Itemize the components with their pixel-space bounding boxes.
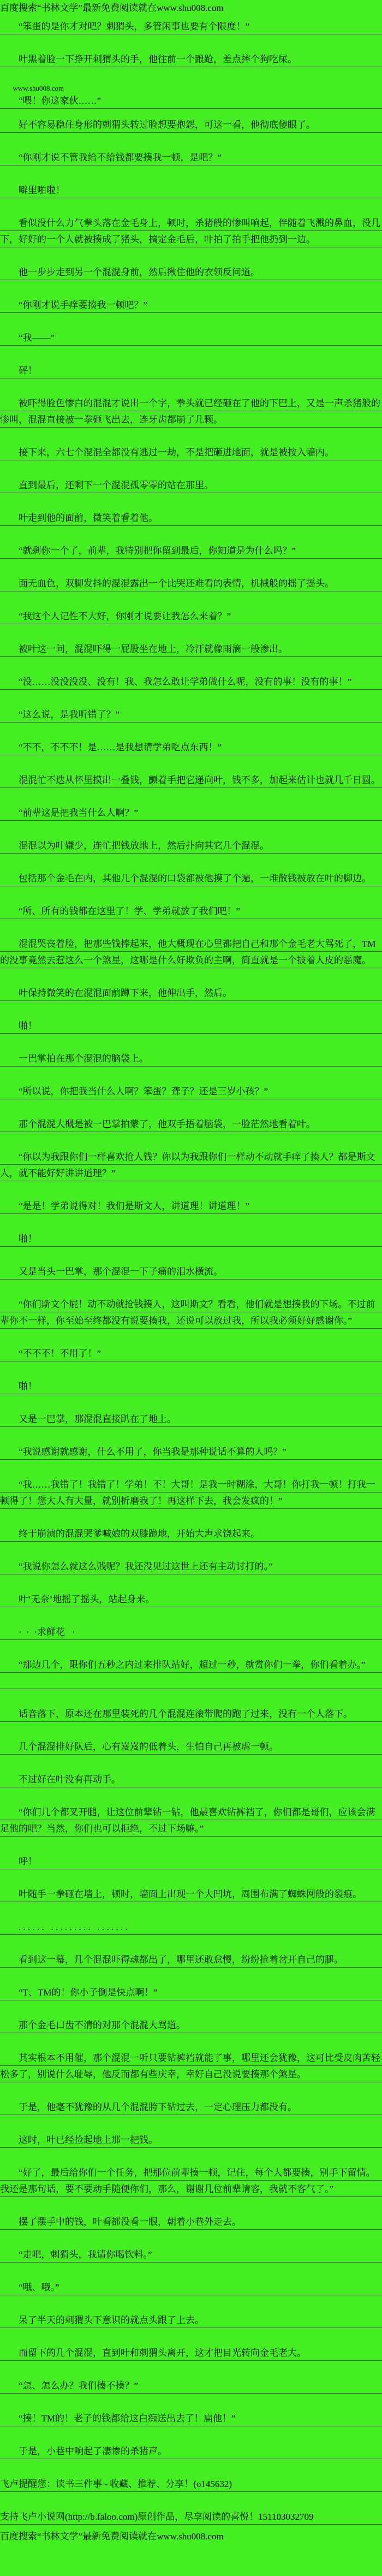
novel-paragraph: 啪！ (0, 1378, 382, 1395)
novel-paragraph: “没……没没没没、没有！我、我怎么敢让学弟做什么呢，没有的事！没有的事！” (0, 674, 382, 690)
novel-paragraph: “所以说，你把我当什么人啊？笨蛋？聋子？还是三岁小孩？” (0, 1083, 382, 1100)
novel-paragraph: 一巴掌拍在那个混混的脑袋上。 (0, 1051, 382, 1067)
novel-paragraph: 于是，他毫不犹豫的从几个混混胯下钻过去，一定心理压力都没有。 (0, 2099, 382, 2116)
novel-paragraph: 摆了摆手中的钱，叶看都没看一眼，朝着小巷外走去。 (0, 2214, 382, 2230)
novel-paragraph: 叶走到他的面前，微笑着看着他。 (0, 510, 382, 526)
novel-paragraph: “你以为我跟你们一样喜欢抢人钱？你以为我跟你们一样动不动就手痒了揍人？都是斯文人，就不能好好讲讲道理？” (0, 1149, 382, 1182)
novel-paragraph: “不不，不不不！是……是我想请学弟吃点东西！” (0, 739, 382, 756)
novel-paragraph: “所、所有的钱都在这里了！学、学弟就放了我们吧！” (0, 903, 382, 920)
novel-paragraph: 叶保持微笑的在混混面前蹲下来，他伸出手，然后。 (0, 985, 382, 1002)
ellipsis-line: . . . . . . . . . . . . . . . . . . . . . . (0, 1919, 382, 1935)
novel-paragraph: “T、TM的！你小子倒是快点啊！” (0, 1985, 382, 2001)
novel-paragraph: 又是当头一巴掌，那个混混一下子痛的泪水横流。 (0, 1264, 382, 1280)
novel-paragraph: 几个混混排好队后，心有岌岌的低着头，生怕自己再被虐一顿。 (0, 1739, 382, 1755)
novel-paragraph: “这么说，是我听错了？” (0, 707, 382, 723)
novel-paragraph: 噼里啪啦！ (0, 182, 382, 199)
flower-request-line: · · ·求鲜花 · (0, 1624, 382, 1641)
novel-paragraph: 那个金毛口齿不清的对那个混混大骂道。 (0, 2017, 382, 2034)
novel-paragraph: 于是，小巷中响起了凄惨的杀猪声。 (0, 2443, 382, 2460)
novel-paragraph: “揍！TM的！老子的钱都给这白痴送出去了！扁他！” (0, 2411, 382, 2427)
novel-paragraph: 那个混混大概是被一巴掌拍蒙了，他双手捂着脑袋，一脸茫然地看着叶。 (0, 1116, 382, 1133)
novel-paragraph: “我说你怎么就这么贱呢？我还没见过这世上还有主动讨打的。” (0, 1559, 382, 1575)
novel-paragraph: “你刚才说手痒要揍我一顿吧？” (0, 297, 382, 313)
novel-paragraph: “是是！学弟说得对！我们是斯文人，讲道理！讲道理！” (0, 1198, 382, 1215)
novel-paragraph: “我——” (0, 330, 382, 346)
novel-paragraph: “喂！你这家伙……” (0, 93, 382, 109)
novel-paragraph: “你们斯文个屁！动不动就抢钱揍人，这叫斯文？看看，他们就是想揍我的下场。不过前辈你不一样，你至始至终都没有说要揍我，还说可以放过我，所以我必须好好感谢你。” (0, 1296, 382, 1329)
novel-paragraph: “走吧，刺猬头，我请你喝饮料。” (0, 2247, 382, 2263)
novel-paragraph: 叶黑着脸一下挣开刺猬头的手，他往前一个踉跄，差点摔个狗吃屎。 (0, 51, 382, 68)
novel-paragraph: 啪！ (0, 1018, 382, 1034)
novel-paragraph: 其实根本不用催，那个混混一听只要钻裤裆就能了事，哪里还会犹豫，这可比受皮肉苦轻松多了，别说什么耻辱，他反而都有些庆幸，幸好自己没说要揍那个煞星。 (0, 2050, 382, 2083)
novel-paragraph: “怎、怎么办？我们揍不揍？” (0, 2378, 382, 2394)
faloo-support-line: 支持飞卢小说网(http://b.faloo.com)原创作品，尽享阅读的喜悦！151103032709 (0, 2509, 382, 2525)
novel-paragraph: 他一步步走到另一个混混身前，然后揪住他的衣领反问道。 (0, 264, 382, 281)
novel-paragraph: 终于崩溃的混混哭爹喊娘的双膝跪地，开始大声求饶起来。 (0, 1526, 382, 1542)
novel-paragraph: “不不不！不用了！” (0, 1346, 382, 1362)
novel-paragraph: 叶‘无奈’地摇了摇头，站起身来。 (0, 1591, 382, 1608)
novel-paragraph: 面无血色，双脚发抖的混混露出一个比哭还难看的表情，机械般的摇了摇头。 (0, 576, 382, 592)
novel-paragraph: 砰！ (0, 363, 382, 379)
novel-paragraph: 看到这一幕，几个混混吓得魂都出了，哪里还敢怠慢，纷纷抢着岔开自己的腿。 (0, 1952, 382, 1968)
novel-paragraph: 叶随手一拳砸在墙上，顿时，墙面上出现一个大凹坑，周围布满了蜘蛛网般的裂痕。 (0, 1886, 382, 1903)
novel-paragraph: 混混哭丧着脸，把那些钱捧起来，他大概现在心里都把自己和那个金毛老大骂死了，TM的没事竟然去惹这么一个煞星，这哪是什么好欺负的主啊，简直就是一个披着人皮的恶魔。 (0, 936, 382, 969)
novel-paragraph: 呼！ (0, 1853, 382, 1870)
novel-paragraph: “我说感谢就感谢，什么不用了，你当我是那种说话不算的人吗？” (0, 1444, 382, 1460)
novel-paragraph: 好不容易稳住身形的刺猬头转过脸想要抱怨，可这一看，他彻底傻眼了。 (0, 117, 382, 133)
novel-paragraph: 啪！ (0, 1231, 382, 1247)
faloo-reminder-line: 飞卢提醒您：读书三件事 - 收藏、推荐、分享！(o145632) (0, 2476, 382, 2492)
novel-paragraph: 混混忙不迭从怀里摸出一叠钱，颤着手把它递向叶，钱不多，加起来估计也就几千日圆。 (0, 772, 382, 789)
site-promo-footer: 百度搜索“书林文学”最新免费阅读就在www.shu008.com (0, 2531, 224, 2542)
novel-paragraph: 而留下的几个混混，直到叶和刺猬头离开，这才把目光转向金毛老大。 (0, 2345, 382, 2361)
novel-paragraph: 被吓得脸色惨白的混混才说出一个字，拳头就已经砸在了他的下巴上，又是一声杀猪般的惨叫，混混直接被一拳砸飞出去，连牙齿都崩了几颗。 (0, 395, 382, 428)
novel-paragraph: “你们几个都叉开腿，让这位前辈钻一钻，他最喜欢钻裤裆了，你们都是哥们，应该会满足他的吧？当然，你们也可以拒绝，不过下场嘛。” (0, 1804, 382, 1837)
novel-paragraph: 又是一巴掌，那混混直接趴在了地上。 (0, 1411, 382, 1428)
novel-paragraph: 包括那个金毛在内，其他几个混混的口袋都被他摸了个遍，一堆散钱被放在叶的脚边。 (0, 870, 382, 887)
novel-paragraph: 呆了半天的刺猬头下意识的就点头跟了上去。 (0, 2312, 382, 2329)
novel-paragraph: 混混以为叶嫌少，连忙把钱放地上，然后扑向其它几个混混。 (0, 838, 382, 854)
novel-paragraph: “哦、哦。” (0, 2279, 382, 2296)
novel-paragraph: “前辈这是把我当什么人啊？” (0, 805, 382, 821)
novel-paragraph: “我……我错了！我错了！学弟！不！大哥！是我一时糊涂，大哥！你打我一顿！打我一顿得了！您大人有大量，就别折磨我了！再这样下去，我会发疯的！” (0, 1477, 382, 1509)
novel-paragraph: 不过好在叶没有再动手。 (0, 1772, 382, 1788)
blank-ruled-line (0, 1673, 382, 1690)
site-promo-header: 百度搜索“书林文学”最新免费阅读就在www.shu008.com (0, 3, 224, 13)
novel-paragraph: 接下来，六七个混混全都没有逃过一劫，不是把砸进地面，就是被按入墙内。 (0, 445, 382, 461)
novel-paragraph: 话音落下，原本还在那里装死的几个混混连滚带爬的跑了过来，没有一个人落下。 (0, 1706, 382, 1722)
novel-paragraph: 看似没什么力气拳头落在金毛身上，顿时，杀猪般的惨叫响起，伴随着飞溅的鼻血，没几下，好好的一个人就被揍成了猪头，搞定金毛后，叶拍了拍手把他扔到一边。 (0, 215, 382, 248)
novel-paragraph: 直到最后，还剩下一个混混孤零零的站在那里。 (0, 477, 382, 494)
novel-paragraph: “笨蛋的是你才对吧？刺猬头，多管闲事也要有个限度！” (0, 19, 382, 35)
novel-paragraph: “你刚才说不管我给不给钱都要揍我一顿，是吧？” (0, 150, 382, 166)
novel-paragraph: 被叶这一问，混混吓得一屁股坐在地上，冷汗就像雨滴一般渗出。 (0, 641, 382, 658)
novel-paragraph: “我这个人记性不大好，你刚才说要让我怎么来着？” (0, 608, 382, 625)
novel-paragraph: “就剩你一个了，前辈，我特别把你留到最后，你知道是为什么吗？” (0, 543, 382, 559)
novel-content (0, 1, 382, 2546)
novel-paragraph: “好了，最后给你们一个任务，把那位前辈揍一顿，记住，每个人都要揍，别手下留情。我还是那句话，要不要动手随便你们，那么，谢谢几位前辈请客，我就不客气了。” (0, 2165, 382, 2198)
novel-paragraph: “那边几个，限你们五秒之内过来排队站好，超过一秒，就赏你们一拳，你们看着办。” (0, 1657, 382, 1673)
site-url-line: www.shu008.com (13, 84, 64, 92)
novel-paragraph: 这时，叶已经捡起地上那一把钱。 (0, 2132, 382, 2148)
